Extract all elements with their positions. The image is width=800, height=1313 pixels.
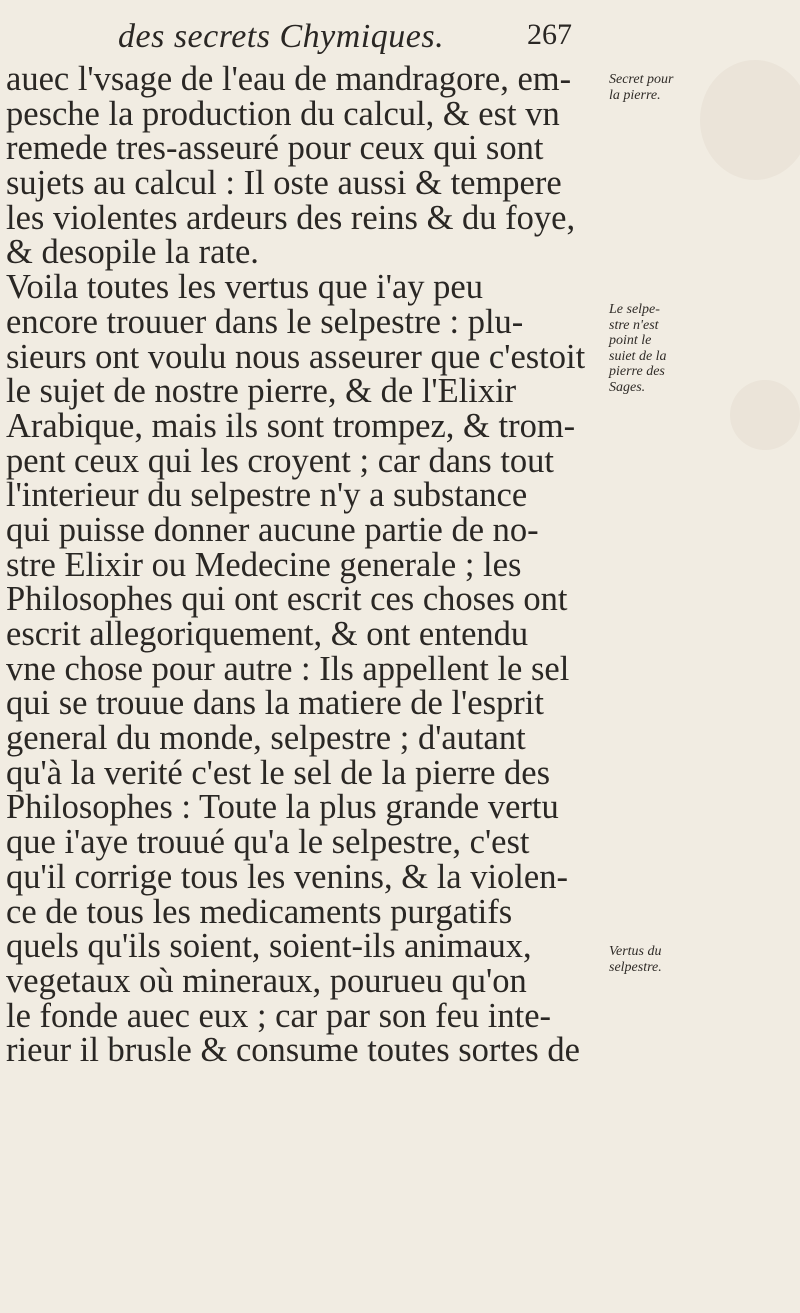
text-line: & desopile la rate.	[6, 233, 259, 272]
text-line: vegetaux où mineraux, pourueu qu'on	[6, 961, 527, 1000]
text-line: escrit allegoriquement, & ont entendu	[6, 615, 529, 653]
margin-note-selpestre	[609, 302, 714, 395]
paper-stain	[730, 380, 800, 450]
margin-note-line: Secret pour	[609, 72, 674, 87]
text-line: remede tres-asseuré pour ceux qui sont	[6, 129, 544, 168]
margin-note-line: point le	[609, 333, 652, 348]
text-line: Arabique, mais ils sont trompez, & trom-	[6, 406, 576, 445]
margin-note-line: Vertus du	[609, 944, 662, 959]
text-line: rieur il brusle & consume toutes sortes de	[6, 1031, 580, 1070]
margin-note-line: selpestre.	[609, 959, 662, 975]
margin-note-line: la pierre.	[609, 87, 661, 103]
text-line: Philosophes : Toute la plus grande vertu	[6, 788, 559, 827]
text-line: qui puisse donner aucune partie de no-	[6, 510, 539, 549]
margin-note-line: Sages.	[609, 379, 646, 395]
text-line: Voila toutes les vertus que i'ay peu	[6, 268, 483, 307]
text-line: les violentes ardeurs des reins & du foye,	[6, 198, 576, 237]
text-line: ce de tous les medicaments purgatifs	[6, 892, 513, 931]
text-line: quels qu'ils soient, soient-ils animaux,	[6, 927, 532, 966]
text-line: Philosophes qui ont escrit ces choses ont	[6, 580, 568, 619]
page-header	[0, 14, 800, 58]
margin-note-line: suiet de la	[609, 348, 667, 364]
margin-note-line: Le selpe-	[609, 302, 660, 317]
text-line: qui se trouue dans la matiere de l'esprit	[6, 684, 544, 723]
running-title: des secrets Chymiques.	[118, 18, 445, 55]
page-number: 267	[527, 18, 572, 51]
text-line: sujets au calcul : Il oste aussi & tempere	[6, 164, 562, 203]
margin-note-secret	[609, 72, 719, 103]
margin-note-line: pierre des	[609, 364, 665, 379]
text-line: le fonde auec eux ; car par son feu inte-	[6, 996, 552, 1035]
text-line: que i'aye trouué qu'a le selpestre, c'est	[6, 823, 530, 862]
text-line: auec l'vsage de l'eau de mandragore, em-	[6, 60, 572, 98]
margin-note-line: stre n'est	[609, 317, 659, 333]
text-line: l'interieur du selpestre n'y a substance	[6, 476, 528, 515]
text-line: general du monde, selpestre ; d'autant	[6, 719, 526, 758]
margin-note-vertus	[609, 944, 709, 975]
text-line: qu'il corrige tous les venins, & la violen-	[6, 857, 568, 896]
body-text	[6, 62, 606, 1068]
text-line: le sujet de nostre pierre, & de l'Elixir	[6, 372, 517, 411]
text-line: stre Elixir ou Medecine generale ; les	[6, 545, 522, 584]
text-line: vne chose pour autre : Ils appellent le sel	[6, 649, 570, 688]
blank-page-area	[0, 1065, 800, 1313]
text-line: pent ceux qui les croyent ; car dans tout	[6, 441, 554, 480]
text-line: qu'à la verité c'est le sel de la pierre des	[6, 753, 551, 792]
text-line: pesche la production du calcul, & est vn	[6, 94, 560, 133]
text-line: sieurs ont voulu nous asseurer que c'estoit	[6, 337, 586, 376]
text-line: encore trouuer dans le selpestre : plu-	[6, 302, 524, 341]
